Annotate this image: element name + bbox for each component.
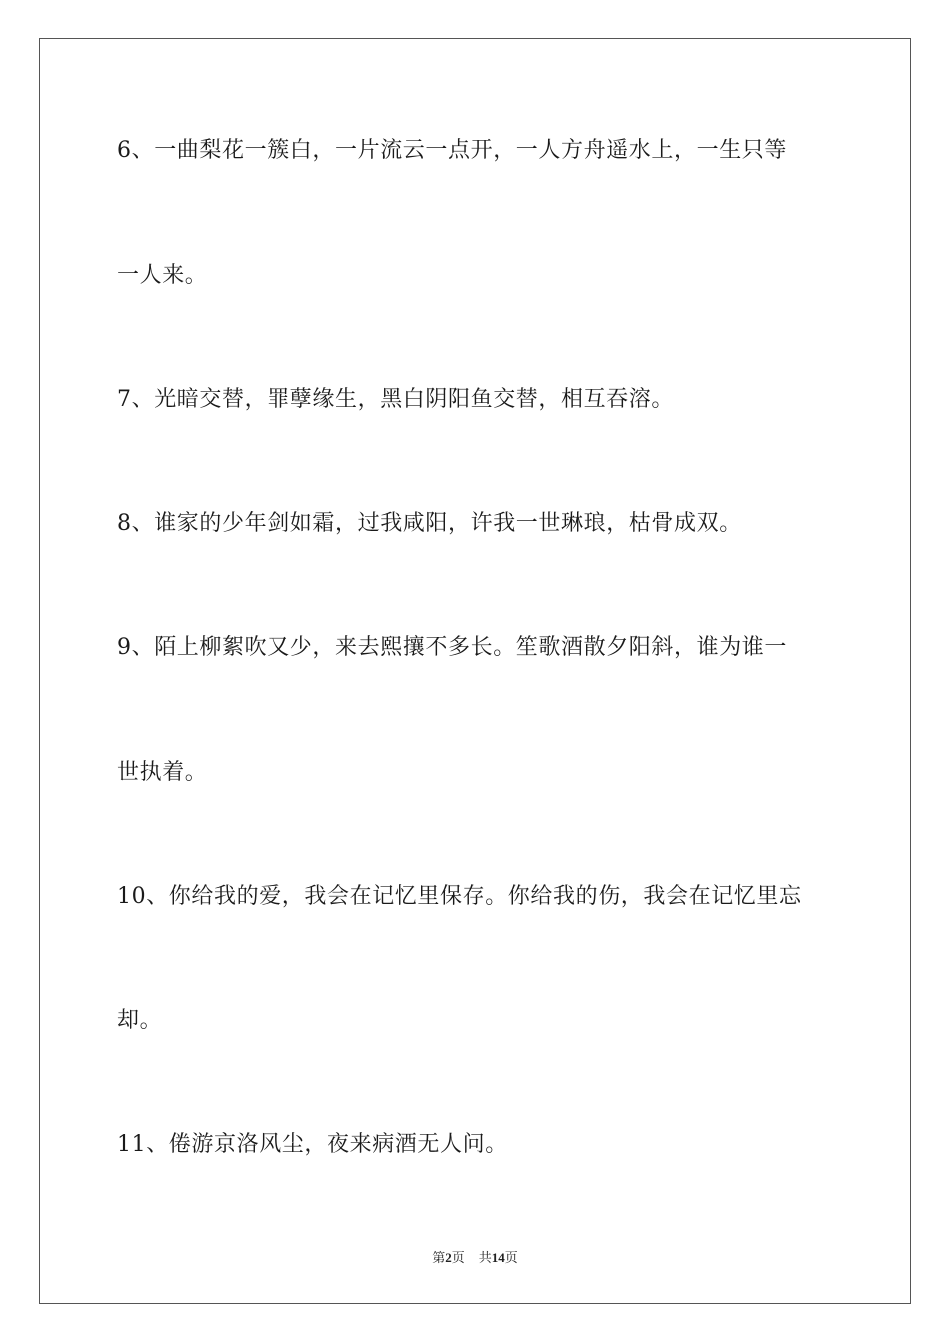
page-suffix: 页 — [451, 1250, 465, 1265]
total-suffix: 页 — [504, 1250, 518, 1265]
page-prefix: 第 — [432, 1250, 446, 1265]
total-prefix: 共 — [478, 1250, 492, 1265]
text-line: 10、你给我的爱，我会在记忆里保存。你给我的伤，我会在记忆里忘 — [117, 884, 802, 909]
text-line: 一人来。 — [117, 263, 208, 288]
page-number: 2 — [445, 1250, 452, 1265]
total-pages: 14 — [491, 1250, 505, 1265]
text-line: 世执着。 — [117, 760, 208, 785]
text-line: 6、一曲梨花一簇白，一片流云一点开，一人方舟遥水上，一生只等 — [117, 138, 787, 163]
page-border — [39, 38, 911, 1304]
text-line: 9、陌上柳絮吹又少，来去熙攘不多长。笙歌酒散夕阳斜，谁为谁一 — [117, 635, 787, 660]
text-line: 8、谁家的少年剑如霜，过我咸阳，许我一世琳琅，枯骨成双。 — [117, 511, 742, 536]
text-line: 却。 — [117, 1008, 163, 1033]
text-line: 7、光暗交替，罪孽缘生，黑白阴阳鱼交替，相互吞溶。 — [117, 387, 674, 412]
text-line: 11、倦游京洛风尘，夜来病酒无人问。 — [117, 1132, 508, 1157]
page-footer — [0, 1247, 950, 1266]
